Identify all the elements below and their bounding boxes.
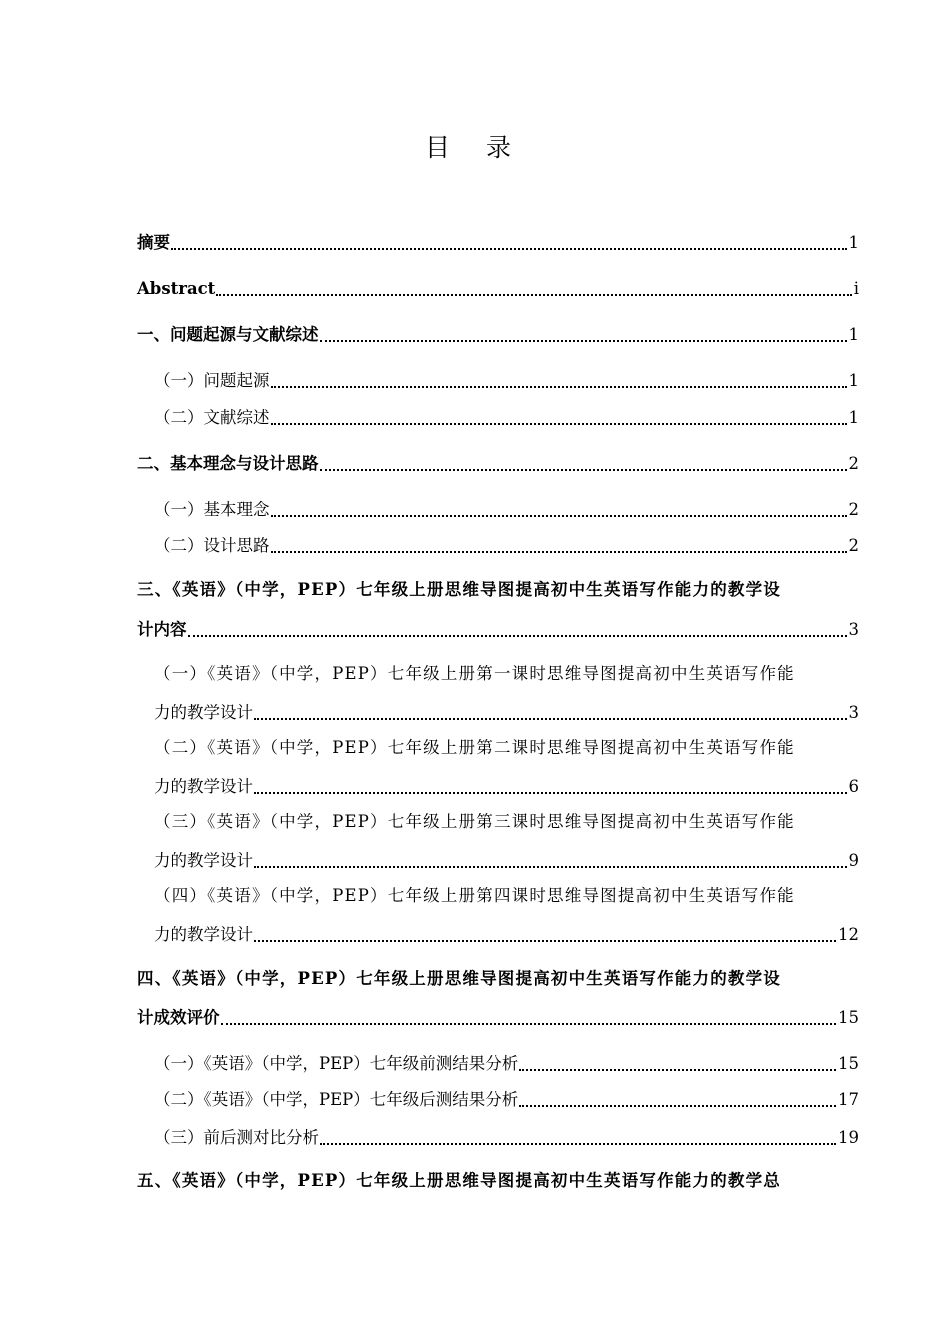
toc-page-number: 3 bbox=[848, 703, 859, 722]
toc-entry-text: 力的教学设计 bbox=[154, 777, 253, 796]
dot-leader bbox=[188, 634, 847, 637]
toc-page-number: 2 bbox=[848, 536, 859, 555]
dot-leader bbox=[271, 385, 847, 388]
toc-entry-text: Abstract bbox=[137, 279, 216, 298]
toc-entry-chapter-3[interactable] bbox=[137, 618, 859, 640]
toc-entry-2-1[interactable] bbox=[154, 498, 859, 520]
toc-entry-text: 计内容 bbox=[137, 620, 187, 639]
toc-page-number: 12 bbox=[838, 925, 859, 944]
dot-leader bbox=[254, 865, 847, 868]
toc-entry-text: （一）《英语》（中学，PEP）七年级前测结果分析 bbox=[154, 1054, 519, 1073]
toc-entry-3-4[interactable] bbox=[154, 923, 859, 945]
toc-entry-text: 二、基本理念与设计思路 bbox=[137, 454, 319, 473]
dot-leader bbox=[320, 339, 847, 342]
toc-entry-1-1[interactable] bbox=[154, 369, 859, 391]
dot-leader bbox=[519, 1104, 836, 1107]
toc-page-number: 15 bbox=[838, 1008, 859, 1027]
toc-entry-text: （一）问题起源 bbox=[154, 371, 270, 390]
dot-leader bbox=[254, 791, 847, 794]
toc-entry-chapter-3-line1[interactable]: 三、《英语》（中学，PEP）七年级上册思维导图提高初中生英语写作能力的教学设 bbox=[137, 580, 781, 599]
dot-leader bbox=[171, 247, 847, 250]
toc-entry-text: 力的教学设计 bbox=[154, 703, 253, 722]
toc-entry-chapter-5-line1[interactable]: 五、《英语》（中学，PEP）七年级上册思维导图提高初中生英语写作能力的教学总 bbox=[137, 1171, 781, 1190]
toc-entry-chapter-4[interactable] bbox=[137, 1006, 859, 1028]
toc-entry-2-2[interactable] bbox=[154, 534, 859, 556]
toc-entry-text: （三）前后测对比分析 bbox=[154, 1128, 319, 1147]
dot-leader bbox=[519, 1068, 836, 1071]
toc-entry-chapter-4-line1[interactable]: 四、《英语》（中学，PEP）七年级上册思维导图提高初中生英语写作能力的教学设 bbox=[137, 969, 781, 988]
toc-entry-abstract-en[interactable] bbox=[137, 277, 859, 299]
toc-page-number: 15 bbox=[838, 1054, 859, 1073]
toc-entry-3-1-line1[interactable]: （一）《英语》（中学，PEP）七年级上册第一课时思维导图提高初中生英语写作能 bbox=[154, 664, 795, 683]
toc-entry-3-1[interactable] bbox=[154, 701, 859, 723]
toc-entry-abstract-cn[interactable] bbox=[137, 231, 859, 253]
dot-leader bbox=[271, 422, 847, 425]
toc-entry-4-2[interactable] bbox=[154, 1088, 859, 1110]
toc-entry-3-4-line1[interactable]: （四）《英语》（中学，PEP）七年级上册第四课时思维导图提高初中生英语写作能 bbox=[154, 886, 795, 905]
toc-page-number: 2 bbox=[848, 454, 859, 473]
toc-entry-text: 力的教学设计 bbox=[154, 851, 253, 870]
toc-entry-3-2-line1[interactable]: （二）《英语》（中学，PEP）七年级上册第二课时思维导图提高初中生英语写作能 bbox=[154, 738, 795, 757]
toc-entry-text: 一、问题起源与文献综述 bbox=[137, 325, 319, 344]
dot-leader bbox=[320, 468, 847, 471]
page-title: 目 录 bbox=[425, 133, 525, 162]
dot-leader bbox=[320, 1142, 836, 1145]
toc-entry-3-2[interactable] bbox=[154, 775, 859, 797]
dot-leader bbox=[271, 550, 847, 553]
toc-entry-text: 力的教学设计 bbox=[154, 925, 253, 944]
toc-page-number: 2 bbox=[848, 500, 859, 519]
toc-page-number: 3 bbox=[848, 620, 859, 639]
toc-entry-text: （一）基本理念 bbox=[154, 500, 270, 519]
toc-page-number: 1 bbox=[848, 233, 859, 252]
toc-entry-text: （二）设计思路 bbox=[154, 536, 270, 555]
dot-leader bbox=[216, 293, 851, 296]
toc-entry-3-3[interactable] bbox=[154, 849, 859, 871]
toc-page-number: 9 bbox=[848, 851, 859, 870]
toc-entry-4-3[interactable] bbox=[154, 1126, 859, 1148]
toc-page-number: 1 bbox=[848, 325, 859, 344]
toc-entry-4-1[interactable] bbox=[154, 1052, 859, 1074]
toc-page-number: 17 bbox=[838, 1090, 859, 1109]
toc-entry-text: 摘要 bbox=[137, 233, 170, 252]
dot-leader bbox=[254, 717, 847, 720]
toc-page-number: 19 bbox=[838, 1128, 859, 1147]
toc-entry-text: （二）《英语》（中学，PEP）七年级后测结果分析 bbox=[154, 1090, 519, 1109]
toc-page-number: 6 bbox=[848, 777, 859, 796]
toc-page-number: i bbox=[853, 279, 859, 298]
toc-entry-text: 计成效评价 bbox=[137, 1008, 220, 1027]
toc-page-number: 1 bbox=[848, 371, 859, 390]
dot-leader bbox=[221, 1022, 837, 1025]
toc-entry-chapter-1[interactable] bbox=[137, 323, 859, 345]
dot-leader bbox=[271, 514, 847, 517]
toc-entry-chapter-2[interactable] bbox=[137, 452, 859, 474]
toc-entry-text: （二）文献综述 bbox=[154, 408, 270, 427]
toc-entry-1-2[interactable] bbox=[154, 406, 859, 428]
dot-leader bbox=[254, 939, 836, 942]
toc-page-number: 1 bbox=[848, 408, 859, 427]
toc-entry-3-3-line1[interactable]: （三）《英语》（中学，PEP）七年级上册第三课时思维导图提高初中生英语写作能 bbox=[154, 812, 795, 831]
